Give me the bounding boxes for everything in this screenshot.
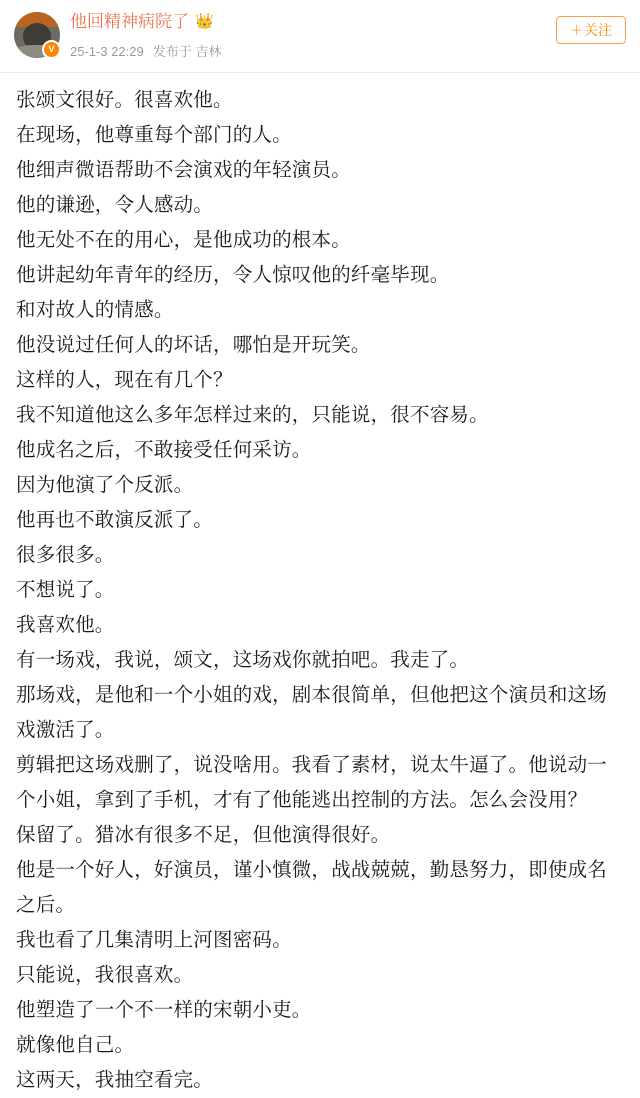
post-line: 张颂文很好。很喜欢他。 <box>16 89 233 111</box>
plus-icon: ＋ <box>569 23 583 38</box>
post-line: 那场戏，是他和一个小姐的戏，剧本很简单，但他把这个演员和这场戏激活了。 <box>16 684 608 741</box>
post-line: 只能说，我很喜欢。 <box>16 964 194 986</box>
publish-prefix: 发布于 <box>152 44 192 59</box>
post-line: 他是一个好人，好演员，谨小慎微，战战兢兢，勤恳努力，即使成名之后。 <box>16 859 608 916</box>
post-line: 这两天，我抽空看完。 <box>16 1069 214 1091</box>
post-meta <box>70 41 556 60</box>
nickname[interactable]: 他回精神病院了 <box>70 12 189 31</box>
crown-icon: 👑 <box>195 13 214 30</box>
post-line: 我不知道他这么多年怎样过来的，只能说，很不容易。 <box>16 404 489 426</box>
post-line: 他无处不在的用心，是他成功的根本。 <box>16 229 351 251</box>
post-line: 因为他演了个反派。 <box>16 474 194 496</box>
post-line: 他塑造了一个不一样的宋朝小吏。 <box>16 999 312 1021</box>
post-line: 这样的人，现在有几个？ <box>16 369 233 391</box>
post-body <box>0 73 640 1098</box>
post-line: 保留了。猎冰有很多不足，但他演得很好。 <box>16 824 391 846</box>
post-line: 他的谦逊，令人感动。 <box>16 194 214 216</box>
post-line: 他再也不敢演反派了。 <box>16 509 214 531</box>
post-line: 我喜欢他。 <box>16 614 115 636</box>
post-line: 和对故人的情感。 <box>16 299 174 321</box>
post-line: 就像他自己。 <box>16 1034 135 1056</box>
follow-button[interactable] <box>556 16 626 44</box>
avatar[interactable] <box>14 12 60 58</box>
follow-button-label: 关注 <box>584 22 612 38</box>
post-timestamp: 25-1-3 22:29 <box>70 44 144 59</box>
verified-badge-icon: V <box>42 40 61 59</box>
header-text-block <box>70 12 556 60</box>
post-line: 有一场戏，我说，颂文，这场戏你就拍吧。我走了。 <box>16 649 470 671</box>
post-line: 剪辑把这场戏删了，说没啥用。我看了素材，说太牛逼了。他说动一个小姐，拿到了手机，才有了他能逃出控制的方法。怎么会没用？ <box>16 754 608 811</box>
post-line: 我也看了几集清明上河图密码。 <box>16 929 292 951</box>
post-line: 在现场，他尊重每个部门的人。 <box>16 124 292 146</box>
post-line: 他成名之后，不敢接受任何采访。 <box>16 439 312 461</box>
post-line: 他没说过任何人的坏话，哪怕是开玩笑。 <box>16 334 371 356</box>
post-line: 他讲起幼年青年的经历，令人惊叹他的纤毫毕现。 <box>16 264 450 286</box>
post-header <box>0 0 640 72</box>
post-line: 他细声微语帮助不会演戏的年轻演员。 <box>16 159 351 181</box>
nickname-row <box>70 13 556 30</box>
post-line: 不想说了。 <box>16 579 115 601</box>
post-location[interactable]: 吉林 <box>195 44 222 59</box>
post-line: 很多很多。 <box>16 544 115 566</box>
